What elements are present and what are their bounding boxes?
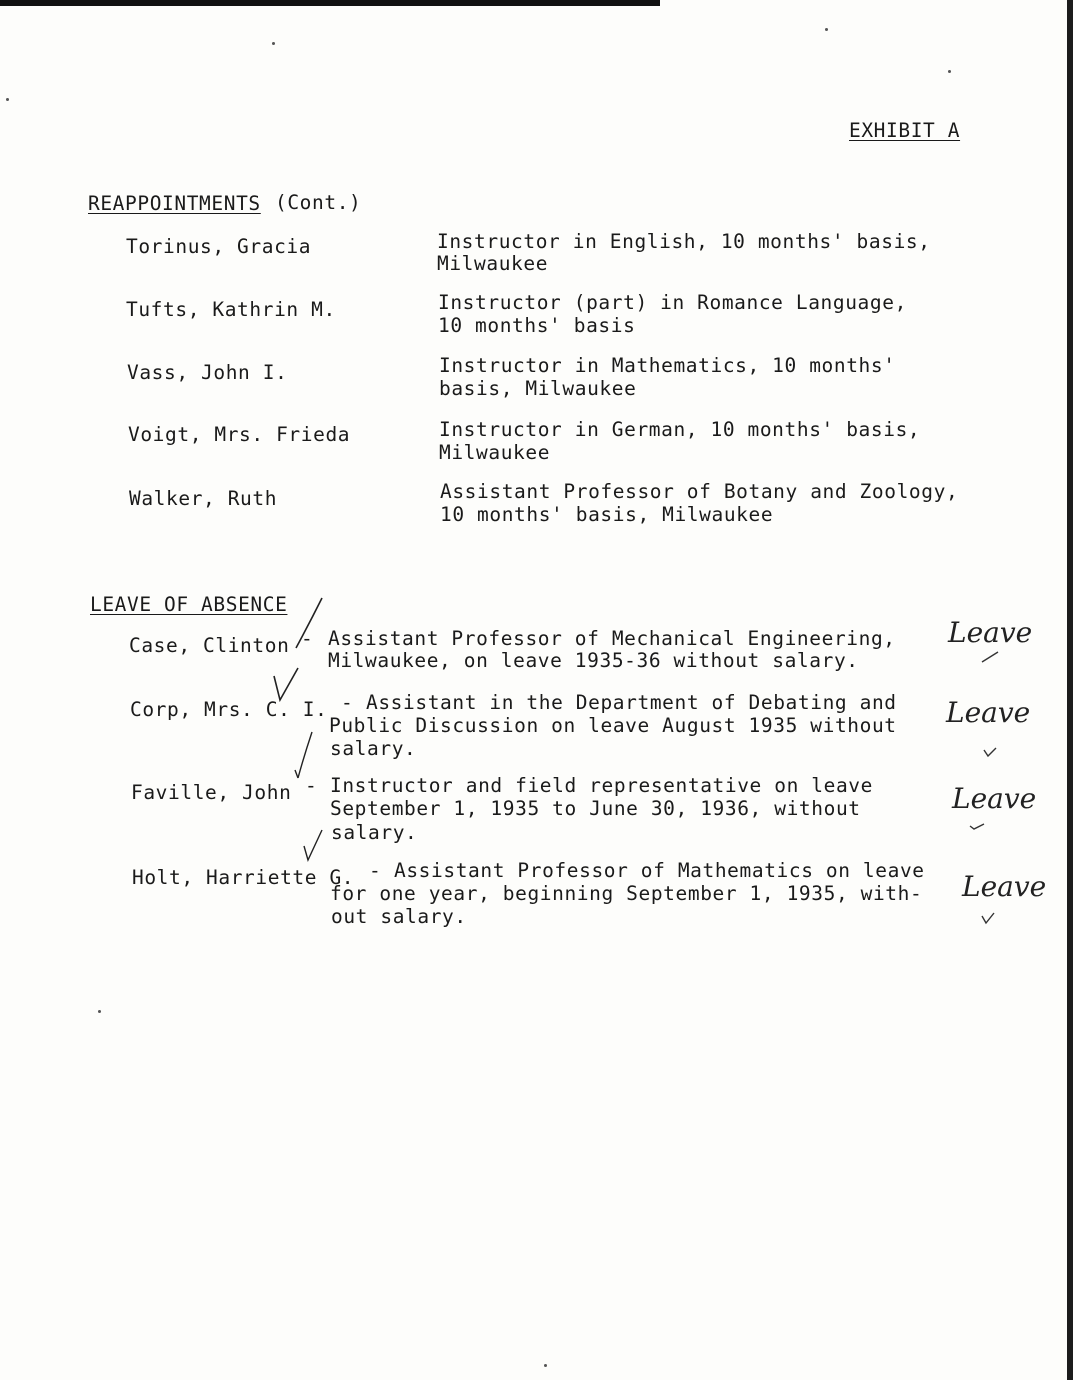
reappointment-description: 10 months' basis, Milwaukee [440, 503, 774, 526]
handwritten-leave-note: Leave [952, 782, 1037, 815]
tick-icon [980, 650, 1002, 666]
reappointment-description: 10 months' basis [438, 314, 636, 337]
scan-right-edge [1067, 0, 1073, 1380]
reappointment-description: Instructor in English, 10 months' basis, [437, 230, 931, 253]
leave-description: Assistant Professor of Mathematics on leave [394, 859, 925, 882]
reappointment-description: Instructor (part) in Romance Language, [438, 291, 907, 314]
checkmark-icon [270, 664, 302, 706]
reappointment-description: Assistant Professor of Botany and Zoology, [440, 480, 959, 503]
reappointment-name: Voigt, Mrs. Frieda [128, 423, 351, 446]
leave-description: Assistant in the Department of Debating and [366, 691, 897, 714]
tick-icon [982, 744, 1000, 760]
exhibit-label: EXHIBIT A [849, 119, 961, 142]
leave-description: for one year, beginning September 1, 1935, with- [330, 882, 923, 905]
leave-separator: - [305, 774, 318, 797]
reappointments-heading: REAPPOINTMENTS [88, 192, 261, 215]
scan-top-edge [0, 0, 660, 6]
reappointment-description: Instructor in Mathematics, 10 months' [439, 354, 896, 377]
leave-of-absence-heading: LEAVE OF ABSENCE [90, 593, 288, 616]
checkmark-icon [292, 730, 318, 782]
leave-description: out salary. [331, 905, 467, 928]
leave-separator: - [341, 691, 354, 714]
leave-description: salary. [330, 737, 417, 760]
handwritten-leave-note: Leave [962, 870, 1047, 903]
leave-name: Holt, Harriette G. [132, 866, 355, 889]
reappointment-name: Vass, John I. [127, 361, 288, 384]
checkmark-icon [282, 596, 328, 658]
leave-description: September 1, 1935 to June 30, 1936, without [330, 797, 861, 820]
checkmark-icon [300, 826, 326, 866]
scan-speck [98, 1010, 101, 1013]
scan-speck [6, 98, 9, 101]
scan-speck [272, 42, 275, 45]
scan-speck [948, 70, 951, 73]
leave-separator: - [369, 859, 382, 882]
leave-description: Assistant Professor of Mechanical Engineering, [328, 627, 896, 650]
leave-description: Milwaukee, on leave 1935-36 without salary. [328, 649, 859, 672]
leave-description: Instructor and field representative on leave [330, 774, 873, 797]
reappointment-description: basis, Milwaukee [439, 377, 637, 400]
reappointment-description: Instructor in German, 10 months' basis, [439, 418, 921, 441]
reappointment-description: Milwaukee [439, 441, 551, 464]
handwritten-leave-note: Leave [948, 616, 1033, 649]
leave-name: Corp, Mrs. C. I. [130, 698, 328, 721]
leave-name: Case, Clinton [129, 634, 290, 657]
scan-speck [544, 1364, 547, 1367]
reappointment-name: Torinus, Gracia [126, 235, 312, 258]
leave-separator: - [301, 627, 314, 650]
reappointment-description: Milwaukee [437, 252, 549, 275]
reappointment-name: Walker, Ruth [129, 487, 278, 510]
leave-description: salary. [331, 821, 418, 844]
leave-description: Public Discussion on leave August 1935 without [329, 714, 897, 737]
handwritten-leave-note: Leave [946, 696, 1031, 729]
reappointment-name: Tufts, Kathrin M. [126, 298, 336, 321]
tick-icon [968, 818, 988, 832]
leave-name: Faville, John [131, 781, 292, 804]
tick-icon [980, 910, 998, 926]
scan-speck [825, 28, 828, 31]
reappointments-heading-suffix: (Cont.) [275, 191, 362, 214]
